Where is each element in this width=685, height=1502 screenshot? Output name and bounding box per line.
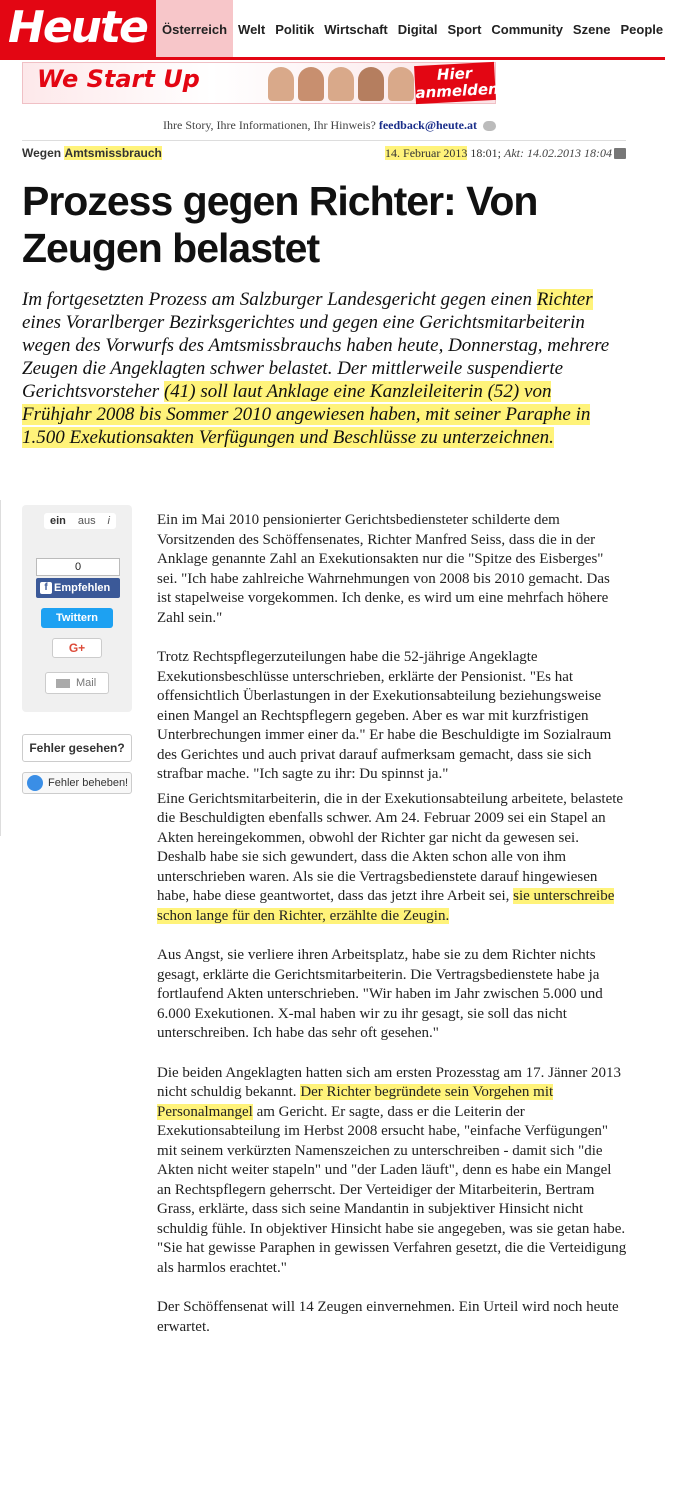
toggle-on[interactable]: ein [49,515,66,527]
divider [22,140,626,141]
comment-bubble-icon [483,121,496,131]
p3-highlight: sie unterschreibe schon lange für den Richter, erzählte die Zeugin. [157,888,615,924]
like-counter: 0 [36,558,120,576]
banner-cta-line1: Hier [436,64,473,84]
p5-highlight: Der Richter begründete sein Vorgehen mit Personalmangel [157,1084,554,1120]
p3-text: Eine Gerichtsmitarbeiterin, die in der Exekutionsabteilung arbeitete, belastete die Beschuldigten ebenfalls schwer. Am 24. Februar 2009 sei ein Stapel an Akten hereingekommen, obwohl der Richter gar nicht da gewesen sei. Deshalb habe sie sich gewundert, dass die Akten schon alle von ihm unterschrieben waren. Als sie die Vertragsbedienstete darauf hingewiesen habe, habe diese geantwortet, dass das jetzt ihre Arbeit sei, [157,790,624,904]
paragraph-3 [157,790,627,927]
article-title: Prozess gegen Richter: Von Zeugen belastet [22,178,538,271]
social-share-box [22,505,132,712]
article-meta [22,146,626,166]
article-dates [385,146,612,161]
report-error-label: Fehler beheben! [48,777,129,789]
lead-richter-link[interactable]: Richter [536,289,593,310]
lead-highlight: (41) soll laut Anklage eine Kanzleileiterin (52) von Frühjahr 2008 bis Sommer 2010 angewiesen haben, mit seiner Paraphe in 1.500 Exekutionsakten Verfügungen und Beschlüsse zu unterzeichnen. [22,381,591,448]
nav-item-szene[interactable]: Szene [572,22,611,37]
print-icon[interactable] [614,148,626,159]
article-date: 14. Februar 2013 [385,146,468,160]
feedback-hint [22,118,496,133]
article-body [157,511,627,1357]
banner-signup-button[interactable] [414,62,507,104]
ad-banner[interactable] [22,62,507,104]
nav-item-politik[interactable]: Politik [275,22,315,37]
facebook-icon: f [40,582,52,594]
kicker-prefix: Wegen [22,146,62,160]
nav-item-oesterreich[interactable]: Österreich [156,0,233,57]
main-nav [156,0,665,60]
mail-button[interactable] [45,672,109,694]
banner-people-image [268,67,418,103]
article-time: 18:01; [470,146,502,160]
nav-item-welt[interactable]: Welt [238,22,266,37]
hint-text: Ihre Story, Ihre Informationen, Ihr Hinweis? [163,118,376,132]
twitter-button[interactable] [41,608,113,628]
pencil-icon [27,775,43,791]
article-updated: Akt: 14.02.2013 18:04 [504,146,612,160]
kicker-tag[interactable]: Amtsmissbrauch [64,146,162,160]
mail-label: Mail [76,677,97,689]
feedback-email-link[interactable]: feedback@heute.at [378,118,477,132]
facebook-recommend-button[interactable] [36,578,120,598]
google-plus-button[interactable]: G+ [52,638,102,658]
lead-part2: eines Vorarlberger Bezirksgerichtes und gegen eine Gerichtsmitarbeiterin wegen des Vorwurfs des Amtsmissbrauchs haben heute, Donnerstag, mehrere Zeugen die Angeklagten schwer belastet. Der mittlerweile suspendierte Gerichtsvorsteher [22,312,610,402]
paragraph-4: Aus Angst, sie verliere ihren Arbeitsplatz, habe sie zu dem Richter nichts gesagt, erklärte die Gerichtsmitarbeiterin. Die Vertragsbedienstete habe ja fortlaufend Akten unterschrieben. "Wir haben im Jahr zwischen 5.000 und 6.000 Exekutionen. X-mal haben wir zu ihr gesagt, sie soll das nicht unterschreiben. Ich habe das sehr oft gesehen." [157,947,603,1041]
paragraph-5 [157,1064,627,1279]
info-icon[interactable]: i [107,515,110,527]
paragraph-1: Ein im Mai 2010 pensionierter Gerichtsbediensteter schilderte dem Vorsitzenden des Schöffensenates, Richter Manfred Seiss, dass die in der Anklage genannte Zahl an Exekutionsakten nur die "Spitze des Eisberges" sei. "Ich habe zahlreiche Wahrnehmungen von 2008 bis 2010 gemacht. Das ist stapelweise vorgekommen. Ich denke, es wird um eine mehrfach höhere Zahl sein." [157,512,610,626]
article-lead [22,288,622,449]
p5-rest: am Gericht. Er sagte, dass er die Leiterin der Exekutionsabteilung im Herbst 2008 ersucht habe, "einfache Verfügungen" mit seinem verkürzten Namenszeichen zu unterschreiben - damit sich "die Akten nicht weiter stapeln" und "der Laden läuft", denn es habe ein Mangel an Rechtspflegern geherrscht. Der Verteidiger der Mitarbeiterin, Bertram Grass, erklärte, dass sich seine Mandantin in subjektiver Hinsicht nicht schuldig fühle. In objektiver Hinsicht habe sie angegeben, was sie getan habe. "Sie hat gewisse Paraphen in gewissen Verfahren gesetzt, die die Verteidigung als harmlos erachtet." [157,1103,627,1276]
twitter-label: Twittern [56,612,98,624]
site-logo[interactable]: Heute [0,0,156,60]
lead-part1: Im fortgesetzten Prozess am Salzburger Landesgericht gegen einen [22,289,537,310]
banner-cta-line2: anmelden! [415,79,507,103]
share-toggle[interactable] [44,513,116,529]
report-error-button[interactable] [22,772,132,794]
p5-text: Die beiden Angeklagten hatten sich am ersten Prozesstag am 17. Jänner 2013 nicht schuldig bekannt. [157,1064,622,1100]
nav-item-digital[interactable]: Digital [397,22,438,37]
site-header [0,0,665,60]
nav-item-wirtschaft[interactable]: Wirtschaft [324,22,388,37]
nav-item-sport[interactable]: Sport [447,22,482,37]
paragraph-6: Der Schöffensenat will 14 Zeugen einvernehmen. Ein Urteil wird noch heute erwartet. [157,1299,619,1335]
nav-item-people[interactable]: People [620,22,664,37]
facebook-label: Empfehlen [54,582,111,594]
error-question: Fehler gesehen? [22,734,132,762]
paragraph-2: Trotz Rechtspflegerzuteilungen habe die 52-jährige Angeklagte Exekutionsbeschlüsse unterschrieben, erklärte der Pensionist. "Es hat offensichtlich Überlastungen in der Exekutionsabteilung beziehungsweise einen Mangel an Rechtspflegern gegeben. Aber es war mit kurzfristigen Unterbrechungen immer einer da." Er habe die Beschuldigte im Sozialraum des Gerichtes und auch privat darauf aufmerksam gemacht, dass sie sich strafbar mache. "Ich sagte zu ihr: Du spinnst ja." [157,649,612,782]
left-border [0,500,1,836]
toggle-off[interactable]: aus [77,515,96,527]
nav-item-community[interactable]: Community [491,22,563,37]
envelope-icon [56,679,70,688]
banner-slogan: We Start Up [37,65,200,93]
